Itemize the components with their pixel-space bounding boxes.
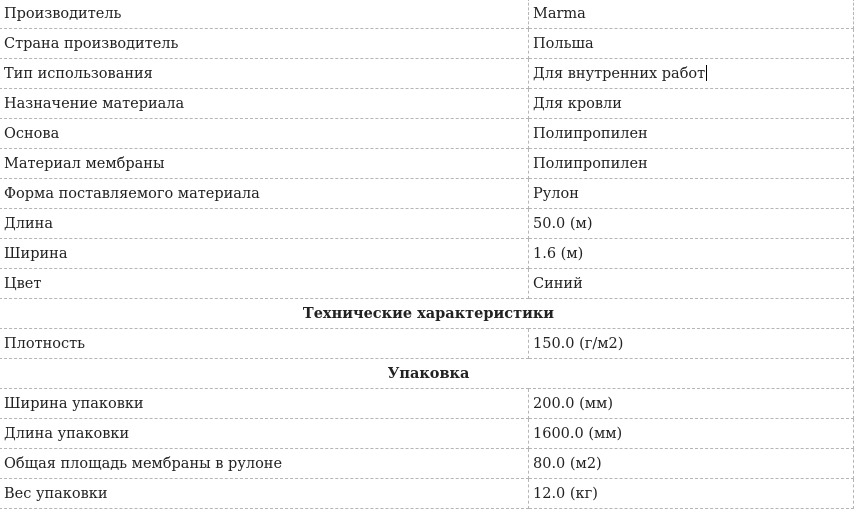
property-value: Для кровли xyxy=(529,89,854,119)
property-value: 12.0 (кг) xyxy=(529,479,854,509)
property-value: 80.0 (м2) xyxy=(529,449,854,479)
property-value: Полипропилен xyxy=(529,119,854,149)
property-name: Производитель xyxy=(0,0,529,29)
property-value: Для внутренних работ xyxy=(533,66,706,82)
property-name: Цвет xyxy=(0,269,529,299)
property-name: Тип использования xyxy=(0,59,529,89)
table-row xyxy=(0,119,854,149)
table-row xyxy=(0,269,854,299)
section-title-packaging: Упаковка xyxy=(0,359,854,389)
property-value: 200.0 (мм) xyxy=(529,389,854,419)
property-value: Полипропилен xyxy=(529,149,854,179)
property-value: 1600.0 (мм) xyxy=(529,419,854,449)
table-row xyxy=(0,449,854,479)
table-row xyxy=(0,419,854,449)
property-value: Польша xyxy=(529,29,854,59)
property-name: Длина xyxy=(0,209,529,239)
property-value: Рулон xyxy=(529,179,854,209)
table-row xyxy=(0,329,854,359)
property-value: 1.6 (м) xyxy=(529,239,854,269)
property-name: Назначение материала xyxy=(0,89,529,119)
section-header-row xyxy=(0,299,854,329)
text-cursor xyxy=(706,65,707,81)
property-name: Вес упаковки xyxy=(0,479,529,509)
property-value: Marma xyxy=(529,0,854,29)
property-name: Длина упаковки xyxy=(0,419,529,449)
table-row xyxy=(0,179,854,209)
property-value: 150.0 (г/м2) xyxy=(529,329,854,359)
property-name: Форма поставляемого материала xyxy=(0,179,529,209)
table-row xyxy=(0,239,854,269)
table-row xyxy=(0,389,854,419)
table-row xyxy=(0,479,854,509)
property-value: Синий xyxy=(529,269,854,299)
property-name: Плотность xyxy=(0,329,529,359)
property-value-cell xyxy=(529,59,854,89)
table-row xyxy=(0,149,854,179)
property-name: Общая площадь мембраны в рулоне xyxy=(0,449,529,479)
section-header-row xyxy=(0,359,854,389)
property-name: Ширина упаковки xyxy=(0,389,529,419)
property-name: Материал мембраны xyxy=(0,149,529,179)
table-row xyxy=(0,0,854,29)
property-name: Ширина xyxy=(0,239,529,269)
property-name: Страна производитель xyxy=(0,29,529,59)
table-row xyxy=(0,59,854,89)
property-name: Основа xyxy=(0,119,529,149)
table-row xyxy=(0,29,854,59)
table-row xyxy=(0,209,854,239)
table-row xyxy=(0,89,854,119)
property-value: 50.0 (м) xyxy=(529,209,854,239)
section-title-technical: Технические характеристики xyxy=(0,299,854,329)
